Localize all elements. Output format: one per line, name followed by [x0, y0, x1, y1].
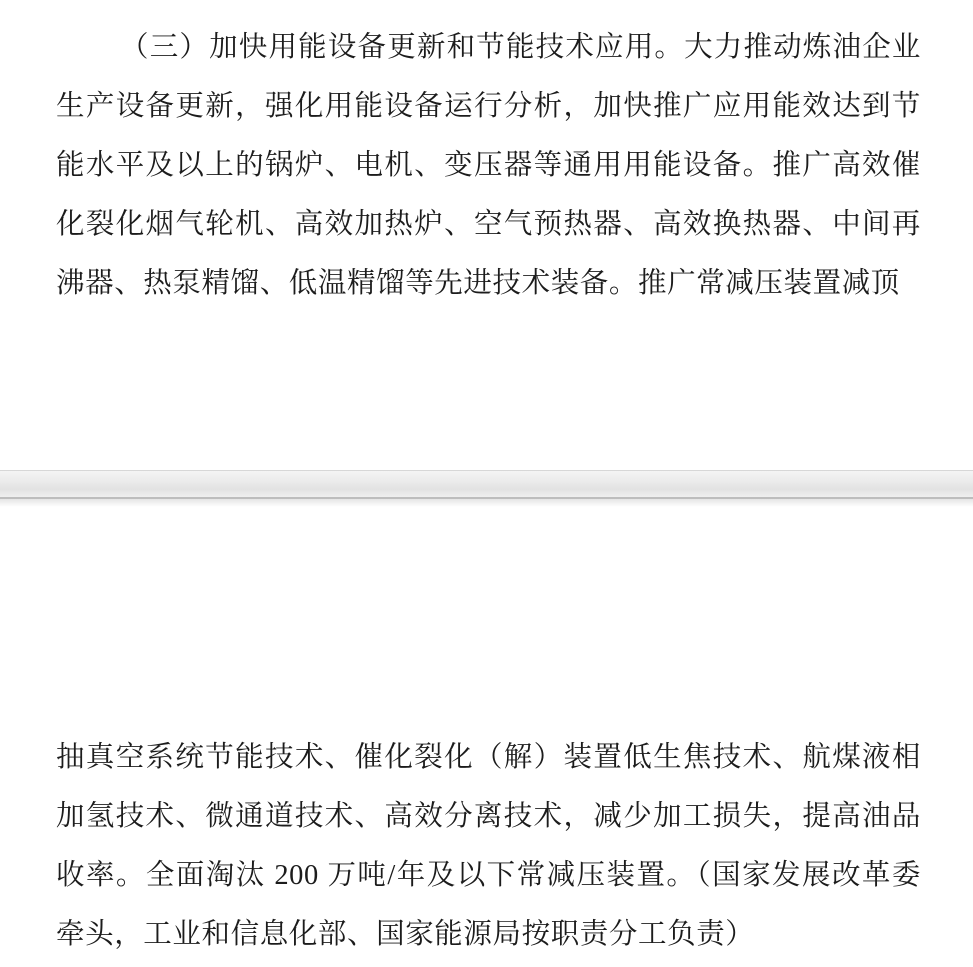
- page-break-shadow: [0, 499, 973, 507]
- paragraph-energy-equipment-upgrade: （三）加快用能设备更新和节能技术应用。大力推动炼油企业生产设备更新，强化用能设备运行分析，加快推广应用能效达到节能水平及以上的锅炉、电机、变压器等通用用能设备。推广高效催化裂化烟气轮机、高效加热炉、空气预热器、高效换热器、中间再沸器、热泵精馏、低温精馏等先进技术装备。推广常减压装置减顶: [56, 32, 921, 299]
- document-page-top-text-block: [0, 18, 973, 313]
- page-break-band: [0, 471, 973, 497]
- page-break-separator: [0, 470, 973, 514]
- document-page-bottom-text-block: [0, 728, 973, 964]
- paragraph-energy-saving-technologies-continued: 抽真空系统节能技术、催化裂化（解）装置低生焦技术、航煤液相加氢技术、微通道技术、高效分离技术，减少加工损失，提高油品收率。全面淘汰 200 万吨/年及以下常减压装置。（国家发展改革委牵头，工业和信息化部、国家能源局按职责分工负责）: [56, 742, 921, 950]
